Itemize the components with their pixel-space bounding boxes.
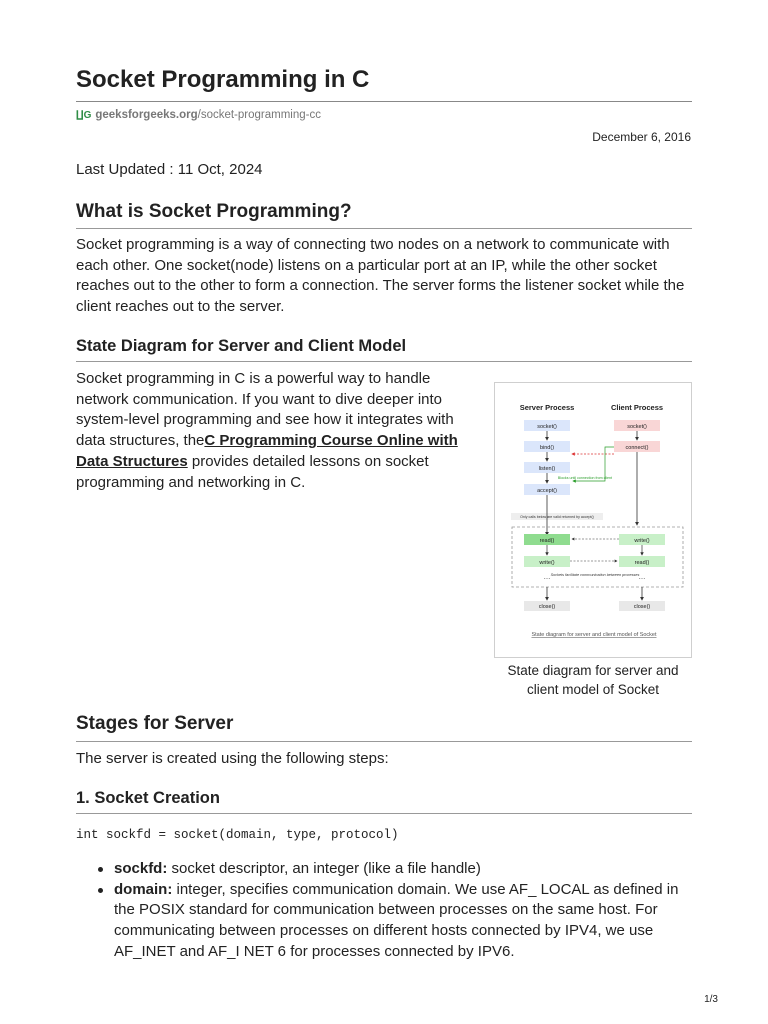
source-path: /socket-programming-cc [197, 109, 321, 121]
heading-state-diagram: State Diagram for Server and Client Model [76, 337, 407, 355]
source-line [76, 108, 321, 123]
exchange-label: write() [539, 560, 555, 566]
param-description: integer, specifies communication domain. We use AF_ LOCAL as defined in the POSIX standard for communication between processes on the same host. For communicating between processes on different hosts connected by IPV4, we use AF_INET and AF_I NET 6 for processes connected by IPV6. [114, 880, 679, 960]
bullet-icon [98, 867, 103, 872]
heading-divider [76, 741, 692, 742]
heading-divider [76, 361, 692, 362]
ellipsis: … [638, 574, 646, 581]
ellipsis: … [543, 574, 551, 581]
state-paragraph [76, 369, 480, 493]
figure-caption: State diagram for server and client model of Socket [507, 663, 679, 697]
geeksforgeeks-logo-icon: ∐G [76, 110, 92, 121]
diagram-inner-caption: State diagram for server and client model of Socket [531, 632, 657, 638]
blocks-note: Blocks until connection from client [557, 476, 613, 480]
publish-date: December 6, 2016 [592, 130, 691, 144]
what-paragraph: Socket programming is a way of connecting two nodes on a network to communicate with each other. One socket(node) listens on a particular port at an IP, while the other socket reaches out to the other to form a connection. The server forms the listener socket while the client reaches out to the server. [76, 236, 685, 316]
stages-paragraph: The server is created using the following steps: [76, 750, 389, 767]
accept-note: Only calls below are valid returned by accept() [520, 515, 594, 519]
bullet-icon [98, 888, 103, 893]
server-process-title: Server Process [519, 403, 575, 412]
heading-divider [76, 228, 692, 229]
heading-what-is-socket-programming: What is Socket Programming? [76, 201, 352, 222]
code-socket-creation: int sockfd = socket(domain, type, protocol) [76, 828, 399, 842]
list-item [96, 859, 696, 880]
page-number: 1/3 [704, 994, 718, 1005]
server-call-label: accept() [537, 488, 557, 494]
state-diagram-svg [495, 383, 691, 657]
heading-socket-creation: 1. Socket Creation [76, 789, 220, 807]
client-call-label: connect() [625, 445, 649, 451]
last-updated: Last Updated : 11 Oct, 2024 [76, 161, 263, 178]
client-call-label: socket() [627, 424, 647, 430]
title-divider [76, 101, 692, 102]
sockets-note: Sockets facilitate communication between processes [550, 573, 640, 577]
param-description: socket descriptor, an integer (like a file handle) [167, 860, 481, 877]
param-term: sockfd: [114, 860, 168, 877]
close-label: close() [538, 604, 556, 610]
page-title: Socket Programming in C [76, 66, 370, 93]
source-domain: geeksforgeeks.org [95, 109, 198, 121]
state-paragraph-text: Socket programming in C is a powerful way to handle network communication. If you want to dive deeper into system-level programming and see how it integrates with data structures, the [76, 370, 454, 450]
source-link[interactable] [95, 109, 321, 121]
param-term: domain: [114, 880, 173, 898]
heading-stages-for-server: Stages for Server [76, 713, 234, 734]
exchange-label: read() [539, 538, 555, 544]
parameter-list [96, 859, 696, 963]
exchange-label: write() [634, 538, 650, 544]
client-process-title: Client Process [610, 403, 664, 412]
server-call-label: socket() [537, 424, 557, 430]
server-call-label: listen() [538, 466, 556, 472]
close-label: close() [633, 604, 651, 610]
heading-divider [76, 813, 692, 814]
server-call-label: bind() [539, 445, 555, 451]
state-paragraph-text-end: provides detailed lessons on socket programming and networking in C. [76, 452, 429, 491]
exchange-label: read() [634, 560, 650, 566]
server-column [524, 420, 570, 495]
client-column [614, 420, 660, 452]
course-link[interactable]: C Programming Course Online with Data Structures [76, 432, 458, 470]
list-item [96, 880, 696, 963]
state-diagram-figure [494, 382, 692, 658]
